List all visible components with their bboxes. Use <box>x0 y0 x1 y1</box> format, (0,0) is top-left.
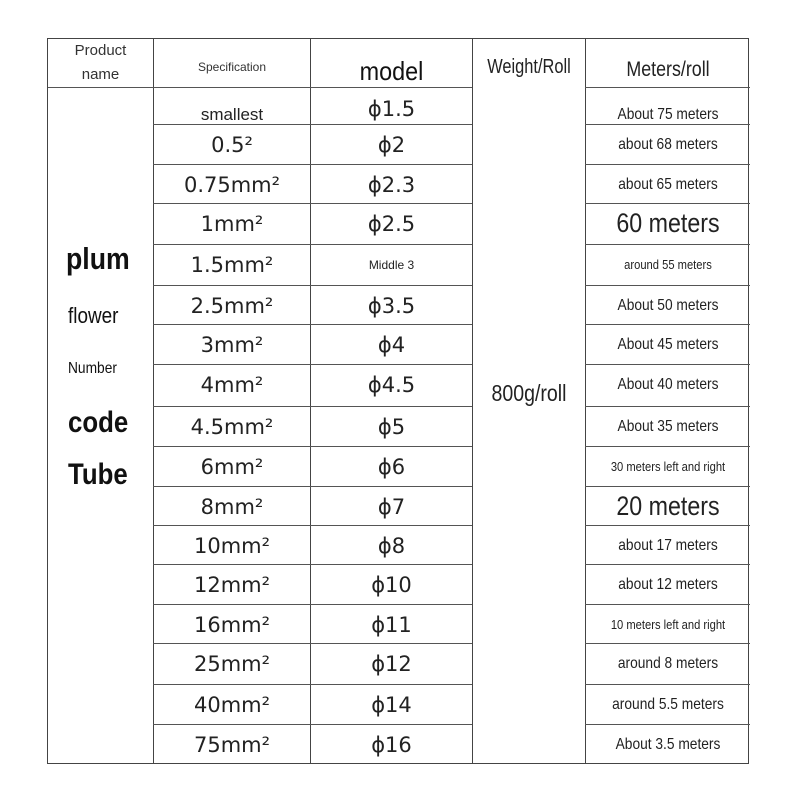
meters-cell: 60 meters <box>616 208 720 238</box>
model-cell: ϕ1.5 <box>367 96 416 121</box>
spec-cell: 0.5² <box>211 132 253 157</box>
spec-cell: 16mm² <box>193 612 271 637</box>
model-cell: ϕ3.5 <box>367 293 416 318</box>
spec-cell: 4mm² <box>200 372 264 397</box>
model-cell: ϕ2.3 <box>367 172 416 197</box>
meters-cell: About 50 meters <box>617 296 719 314</box>
meters-cell: 20 meters <box>616 491 720 521</box>
product-name-line: flower <box>68 303 119 328</box>
product-name-line: Tube <box>68 458 128 491</box>
product-name-line: code <box>68 406 129 439</box>
header-product-name-line2: name <box>81 66 120 83</box>
header-meters: Meters/roll <box>626 58 710 81</box>
meters-cell: About 35 meters <box>617 417 719 435</box>
spec-cell: 75mm² <box>193 732 271 757</box>
product-name-line: Number <box>68 360 117 377</box>
meters-cell: about 68 meters <box>618 135 718 153</box>
meters-cell: about 65 meters <box>618 175 718 193</box>
spec-cell: 3mm² <box>200 332 264 357</box>
spec-cell: 4.5mm² <box>190 414 274 439</box>
meters-cell: 30 meters left and right <box>610 459 726 474</box>
model-cell: ϕ7 <box>377 494 406 519</box>
model-cell: ϕ4 <box>377 332 406 357</box>
meters-cell: about 12 meters <box>618 575 718 593</box>
meters-cell: About 3.5 meters <box>615 735 721 753</box>
spec-cell: 0.75mm² <box>183 172 281 197</box>
model-cell: ϕ11 <box>371 612 412 637</box>
meters-cell: About 40 meters <box>617 375 719 393</box>
meters-cell: around 8 meters <box>617 654 719 672</box>
spec-cell: 10mm² <box>193 533 271 558</box>
meters-cell: around 55 meters <box>624 257 712 272</box>
spec-cell: 12mm² <box>193 572 271 597</box>
spec-cell: 6mm² <box>200 454 264 479</box>
header-specification: Specification <box>197 60 267 74</box>
meters-cell: 10 meters left and right <box>610 617 726 632</box>
column-divider <box>585 39 586 763</box>
model-cell: ϕ8 <box>377 533 406 558</box>
spec-cell: 1mm² <box>200 211 264 236</box>
weight-value: 800g/roll <box>491 379 567 406</box>
spec-cell: 2.5mm² <box>190 293 274 318</box>
model-cell: Middle 3 <box>368 257 415 272</box>
model-cell: ϕ6 <box>377 454 406 479</box>
model-cell: ϕ4.5 <box>367 372 416 397</box>
header-model: model <box>359 55 424 86</box>
spec-cell: smallest <box>200 104 264 124</box>
meters-cell: About 45 meters <box>617 335 719 353</box>
meters-cell: about 17 meters <box>618 536 718 554</box>
model-cell: ϕ16 <box>371 732 412 757</box>
model-cell: ϕ14 <box>371 692 412 717</box>
header-product-name <box>48 39 153 87</box>
spec-cell: 40mm² <box>193 692 271 717</box>
header-weight: Weight/Roll <box>487 55 571 78</box>
model-cell: ϕ12 <box>371 651 412 676</box>
model-cell: ϕ2 <box>377 132 406 157</box>
model-cell: ϕ10 <box>371 572 412 597</box>
column-divider <box>472 39 473 763</box>
meters-cell: around 5.5 meters <box>612 695 724 713</box>
meters-cell: About 75 meters <box>617 105 719 123</box>
spec-cell: 1.5mm² <box>190 252 274 277</box>
model-cell: ϕ2.5 <box>367 211 416 236</box>
product-name-line: plum <box>66 241 130 276</box>
spec-table <box>47 38 749 764</box>
model-cell: ϕ5 <box>377 414 406 439</box>
spec-cell: 8mm² <box>200 494 264 519</box>
header-product-name-line1: Product <box>74 42 127 59</box>
header-divider <box>48 87 153 88</box>
spec-cell: 25mm² <box>193 651 271 676</box>
